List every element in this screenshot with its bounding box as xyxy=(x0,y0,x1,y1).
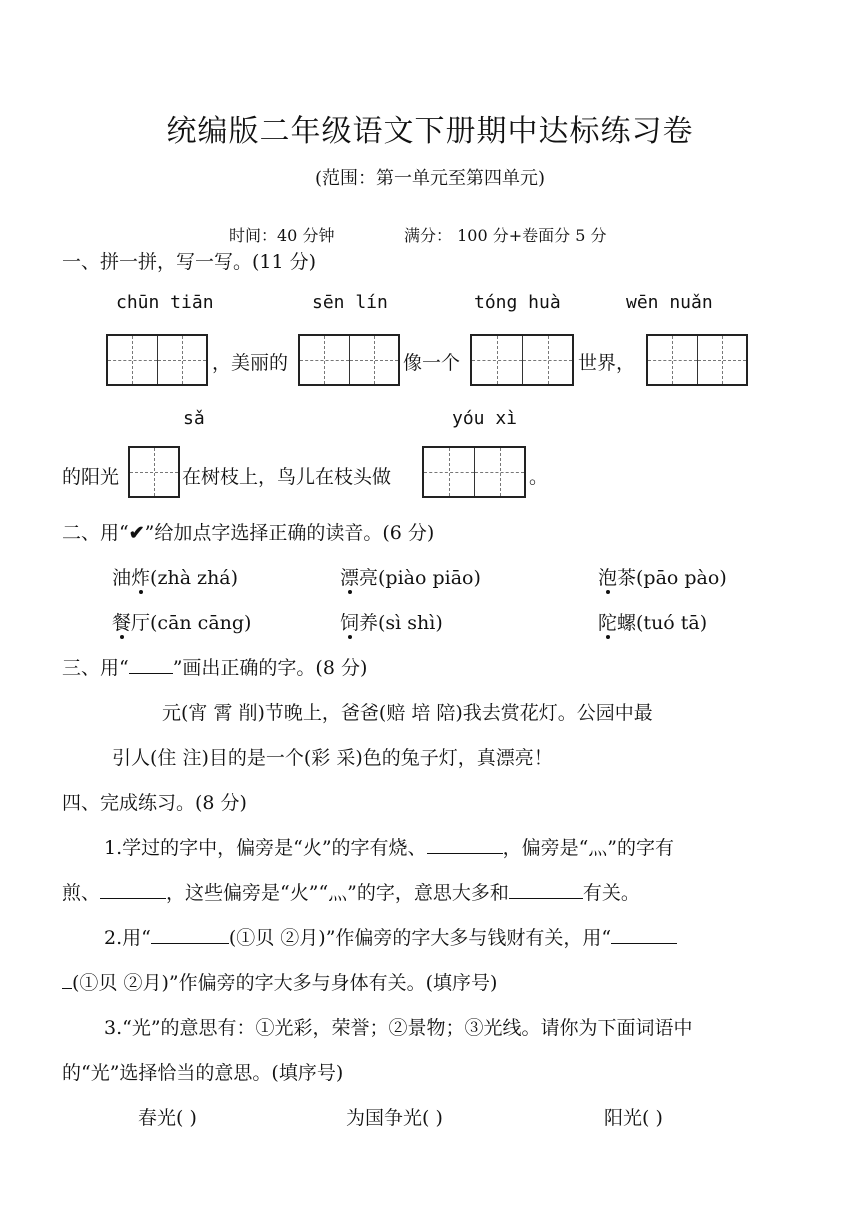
q4-word-2: 为国争光( ) xyxy=(346,1107,443,1129)
q4-heading: 四、完成练习。(8 分) xyxy=(62,792,247,814)
q4-p3-line1: 3.“光”的意思有：①光彩，荣誉；②景物；③光线。请你为下面词语中 xyxy=(104,1017,693,1039)
q2-heading: 二、用“✔”给加点字选择正确的读音。(6 分) xyxy=(62,522,435,544)
writing-grid-sa[interactable] xyxy=(128,446,180,498)
time-limit: 时间：40 分钟 xyxy=(229,226,335,245)
q2-item-3: 泡茶(pāo pào) xyxy=(598,567,727,589)
page-subtitle: (范围：第一单元至第四单元) xyxy=(314,168,546,189)
q1-text-4: 的阳光 xyxy=(62,466,120,488)
q1-text-5: 在树枝上，鸟儿在枝头做 xyxy=(182,466,392,488)
fill-blank-5-cont[interactable] xyxy=(62,968,72,989)
total-score: 满分： 100 分+卷面分 5 分 xyxy=(404,226,607,245)
pinyin-wennuan: wēn nuǎn xyxy=(626,292,713,313)
q4-p1-line2: 煎、 ，这些偏旁是“火”“灬”的字，意思大多和 有关。 xyxy=(62,878,640,905)
q4-p2-line2: (①贝 ②月)”作偏旁的字大多与身体有关。(填序号) xyxy=(62,968,497,995)
q1-text-2: 像一个 xyxy=(403,352,461,374)
q3-line-1: 元(宵 霄 削)节晚上，爸爸(赔 培 陪)我去赏花灯。公园中最 xyxy=(162,702,653,724)
fill-blank-2[interactable] xyxy=(100,878,166,899)
q1-heading: 一、拼一拼，写一写。(11 分) xyxy=(62,251,317,273)
q4-word-3: 阳光( ) xyxy=(604,1107,663,1129)
pinyin-sa: sǎ xyxy=(183,408,205,429)
page-title: 统编版二年级语文下册期中达标练习卷 xyxy=(166,114,694,149)
check-mark-icon: ✔ xyxy=(128,522,145,544)
q1-text-6: 。 xyxy=(529,466,549,488)
q2-item-1: 油炸(zhà zhá) xyxy=(112,567,239,589)
q4-p2-line1: 2.用“ (①贝 ②月)”作偏旁的字大多与钱财有关，用“ xyxy=(104,923,677,950)
q3-line-2: 引人(住 注)目的是一个(彩 采)色的兔子灯，真漂亮！ xyxy=(112,747,553,769)
writing-grid-wennuan[interactable] xyxy=(646,334,748,386)
q2-item-6: 陀螺(tuó tā) xyxy=(598,612,708,634)
q4-word-1: 春光( ) xyxy=(138,1107,197,1129)
q4-p1-line1: 1.学过的字中，偏旁是“火”的字有烧、 ，偏旁是“灬”的字有 xyxy=(104,833,674,860)
writing-grid-chuntian[interactable] xyxy=(106,334,208,386)
pinyin-youxi: yóu xì xyxy=(452,408,518,429)
writing-grid-tonghua[interactable] xyxy=(470,334,574,386)
pinyin-tonghua: tóng huà xyxy=(474,292,561,313)
fill-blank-3[interactable] xyxy=(509,878,583,899)
fill-blank-1[interactable] xyxy=(427,833,503,854)
pinyin-senlin: sēn lín xyxy=(312,292,388,313)
underline-sample xyxy=(129,653,173,674)
pinyin-chuntian: chūn tiān xyxy=(116,292,214,313)
q1-text-3: 世界， xyxy=(578,352,636,374)
q2-item-4: 餐厅(cān cāng) xyxy=(112,612,252,634)
writing-grid-youxi[interactable] xyxy=(422,446,526,498)
q1-text-1: ，美丽的 xyxy=(212,352,289,374)
writing-grid-senlin[interactable] xyxy=(298,334,400,386)
q3-heading: 三、用“ ”画出正确的字。(8 分) xyxy=(62,653,367,680)
fill-blank-4[interactable] xyxy=(151,923,229,944)
q2-item-5: 饲养(sì shì) xyxy=(340,612,443,634)
q4-p3-line2: 的“光”选择恰当的意思。(填序号) xyxy=(62,1062,344,1084)
q2-item-2: 漂亮(piào piāo) xyxy=(340,567,481,589)
fill-blank-5[interactable] xyxy=(611,923,677,944)
